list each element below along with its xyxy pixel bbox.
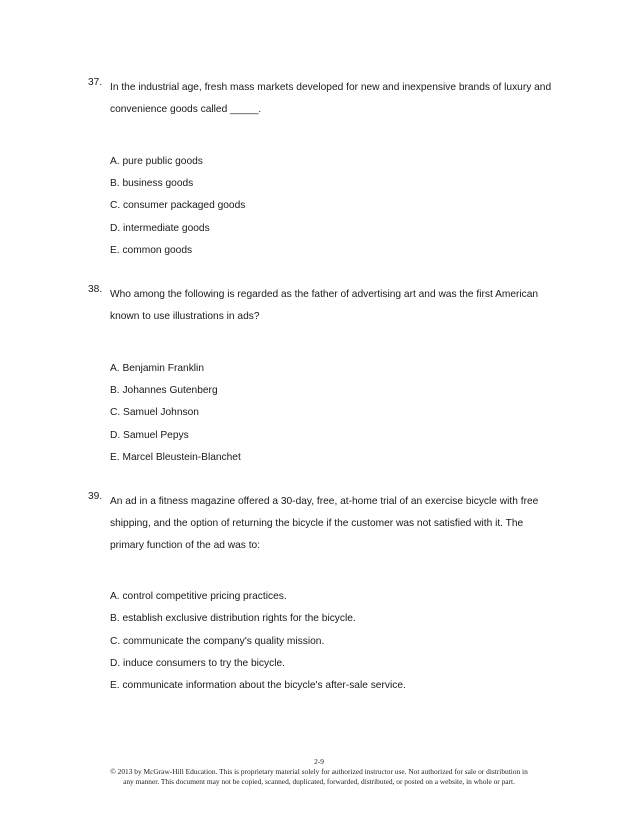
answer-option: E. common goods [110, 245, 193, 256]
copyright-line: any manner. This document may not be copied, scanned, duplicated, forwarded, distributed, or posted on a website, in whole or part. [123, 777, 515, 786]
answer-option: C. consumer packaged goods [110, 200, 246, 211]
answer-option: A. Benjamin Franklin [110, 363, 204, 374]
question-line: An ad in a fitness magazine offered a 30-day, free, at-home trial of an exercise bicycle with free [110, 496, 539, 507]
answer-option: B. establish exclusive distribution rights for the bicycle. [110, 613, 356, 624]
answer-option: D. Samuel Pepys [110, 430, 189, 441]
answer-option: E. communicate information about the bicycle's after-sale service. [110, 680, 406, 691]
question-line: convenience goods called _____. [110, 104, 262, 115]
question-number: 37. [88, 77, 103, 88]
page-footer [40, 757, 598, 787]
question-text [110, 77, 558, 121]
question-line: In the industrial age, fresh mass markets developed for new and inexpensive brands of luxury and [110, 82, 552, 93]
answer-option: E. Marcel Bleustein-Blanchet [110, 452, 241, 463]
question-line: primary function of the ad was to: [110, 540, 261, 551]
answer-option: B. business goods [110, 178, 194, 189]
copyright-line: © 2013 by McGraw-Hill Education. This is proprietary material solely for authorized instructor use. Not authorized for sale or distribution in [110, 767, 528, 776]
answer-option: D. intermediate goods [110, 223, 210, 234]
answer-option: D. induce consumers to try the bicycle. [110, 658, 285, 669]
answer-option: A. pure public goods [110, 156, 203, 167]
question-text [110, 491, 558, 557]
question-line: known to use illustrations in ads? [110, 311, 260, 322]
question-line: shipping, and the option of returning the bicycle if the customer was not satisfied with it. The [110, 518, 524, 529]
answer-option: A. control competitive pricing practices. [110, 591, 287, 602]
answer-option: C. communicate the company's quality mission. [110, 636, 325, 647]
answer-option: C. Samuel Johnson [110, 407, 199, 418]
question-text [110, 284, 558, 328]
question-number: 39. [88, 491, 103, 502]
page-number: 2-9 [314, 757, 324, 766]
question-line: Who among the following is regarded as the father of advertising art and was the first American [110, 289, 539, 300]
question-number: 38. [88, 284, 103, 295]
answer-option: B. Johannes Gutenberg [110, 385, 218, 396]
